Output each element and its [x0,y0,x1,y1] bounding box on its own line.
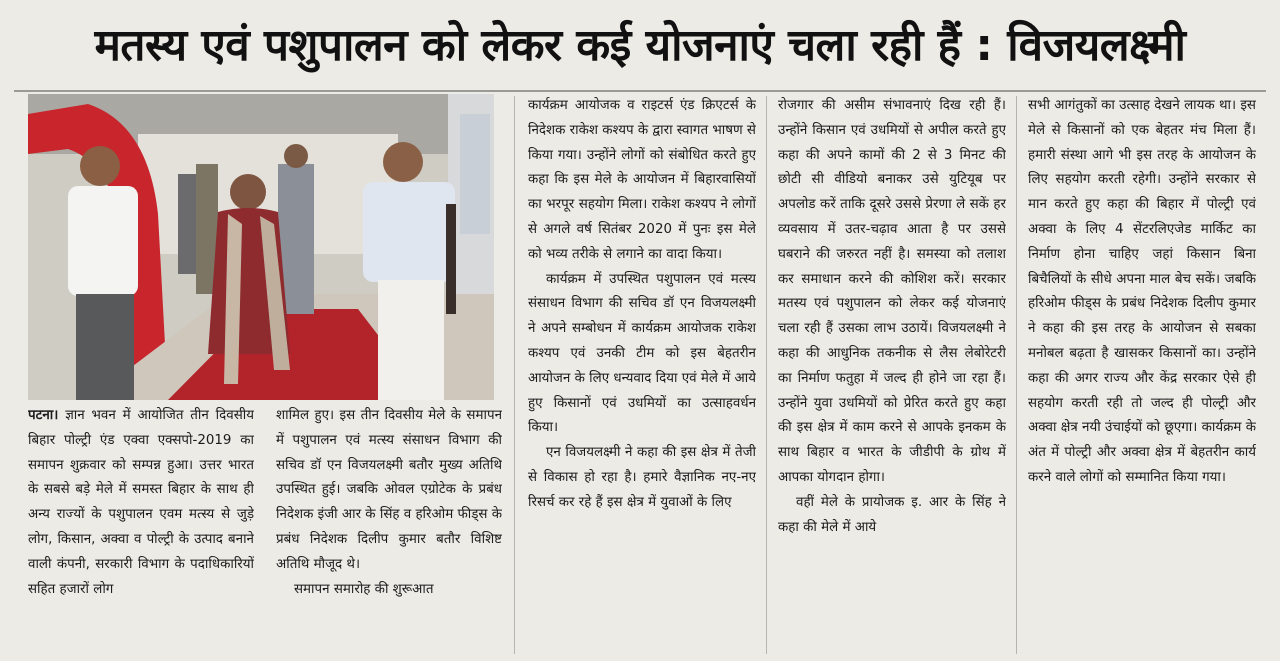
dateline: पटना। [28,408,59,423]
paragraph: रोजगार की असीम संभावनाएं दिख रही हैं। उन्होंने किसान एवं उधमियों से अपील करते हुए कहा की अपने कामों की 2 से 3 मिनट की छोटी सी वीडियो बनाकर उसे युटियूब पर अपलोड करें ताकि दूसरे उससे प्रेरणा ले सकें हर व्यवसाय में उतर-चढ़ाव आता है पर उससे घबराने की जरुरत नहीं है। समस्या को तलाश कर समाधान करने की कोशिश करें। सरकार मतस्य एवं पशुपालन को लेकर कई योजनाएं चला रही हैं उसका लाभ उठायें। विजयलक्ष्मी ने कहा की आधुनिक तकनीक से लैस लेबोरेटरी का निर्माण फतुहा में जल्द ही होने जा रहा हैं। उन्होंने युवा उधमियों को प्रेरित करते हुए कहा की इस क्षेत्र में काम करने से आपके इनकम के साथ बिहार व भारत के जीडीपी के ग्रोथ में आपका योगदान होगा। [778,98,1006,485]
column-3 [528,94,756,656]
column-4 [778,94,1006,656]
paragraph: वहीं मेले के प्रायोजक इ. आर के सिंह ने कहा की मेले में आये [778,494,1006,535]
lead-column-1 [28,404,254,656]
lead-paragraph-3: समापन समारोह की शुरूआत [294,581,434,597]
headline: मतस्य एवं पशुपालन को लेकर कई योजनाएं चला रही हैं : विजयलक्ष्मी [94,20,1186,71]
column-divider [766,96,767,654]
lead-paragraph-1: ज्ञान भवन में आयोजित तीन दिवसीय बिहार पोल्ट्री एंड एक्वा एक्सपो-2019 का समापन शुक्रवार को सम्पन्न हुआ। उत्तर भारत के सबसे बड़े मेले में समस्त बिहार के साथ ही अन्य राज्यों के पशुपालन एवम मत्स्य से जुड़े लोग, किसान, अक्वा व पोल्ट्री के उत्पाद बनाने वाली कंपनी, सरकारी विभाग के पदाधिकारियों सहित हजारों लोग [28,408,254,597]
column-divider [514,96,515,654]
column-5 [1028,94,1256,656]
headline-rule [14,90,1266,92]
paragraph: कार्यक्रम में उपस्थित पशुपालन एवं मत्स्य संसाधन विभाग की सचिव डॉ एन विजयलक्ष्मी ने अपने सम्बोधन में कार्यक्रम आयोजक राकेश कश्यप एवं उनकी टीम को इस बेहतरीन आयोजन के लिए धन्यवाद दिया एवं मेले में आये हुए किसानों एवं उधमियों का उत्साहवर्धन किया। [528,271,756,436]
column-divider [1016,96,1017,654]
paragraph: कार्यक्रम आयोजक व राइटर्स एंड क्रिएटर्स के निदेशक राकेश कश्यप के द्वारा स्वागत भाषण से किया गया। उन्होंने लोगों को संबोधित करते हुए कहा कि इस मेले के आयोजन में बिहारवासियों का भरपूर सहयोग मिला। राकेश कश्यप ने लोगों से अगले वर्ष सितंबर 2020 में पुनः इस मेले को भव्य तरीके से लगाने का वादा किया। [528,98,756,262]
lead-column-2 [276,404,502,656]
paragraph: सभी आगंतुकों का उत्साह देखने लायक था। इस मेले से किसानों को एक बेहतर मंच मिला हैं। हमारी संस्था आगे भी इस तरह के आयोजन के लिए सहयोग करती रहेगी। उन्होंने सरकार से मान करते हुए कहा की बिहार में पोल्ट्री एवं अक्वा के लिए 4 सेंटरलिएजेड मार्किट का निर्माण होना चाहिए जहां किसान बिना बिचैलियों के सीधे अपना माल बेच सकें। जबकि हरिओम फीड्स के प्रबंध निदेशक दिलीप कुमार ने कहा की इस तरह के आयोजन से सबका मनोबल बढ़ता है खासकर किसानों का। उन्होंने कहा की अगर राज्य और केंद्र सरकार ऐसे ही सहयोग करती रही तो जल्द ही पोल्ट्री और अक्वा क्षेत्र नयी उंचाईयों को छूएगा। कार्यक्रम के अंत में पोल्ट्री और अक्वा क्षेत्र में बेहतरीन कार्य करने वाले लोगों को सम्मानित किया गया। [1028,98,1256,485]
paragraph: एन विजयलक्ष्मी ने कहा की इस क्षेत्र में तेजी से विकास हो रहा है। हमारे वैज्ञानिक नए-नए रिसर्च कर रहे हैं इस क्षेत्र में युवाओं के लिए [528,445,756,510]
news-photo [28,94,494,400]
lead-paragraph-2: शामिल हुए। इस तीन दिवसीय मेले के समापन में पशुपालन एवं मत्स्य संसाधन विभाग की सचिव डॉ एन विजयलक्ष्मी बतौर मुख्य अतिथि उपस्थित हुई। जबकि ओवल एग्रोटेक के प्रबंध निदेशक इंजी आर के सिंह व हरिओम फीड्स के प्रबंध निदेशक दिलीप कुमार बतौर विशिष्ट अतिथि मौजूद थे। [276,408,502,572]
